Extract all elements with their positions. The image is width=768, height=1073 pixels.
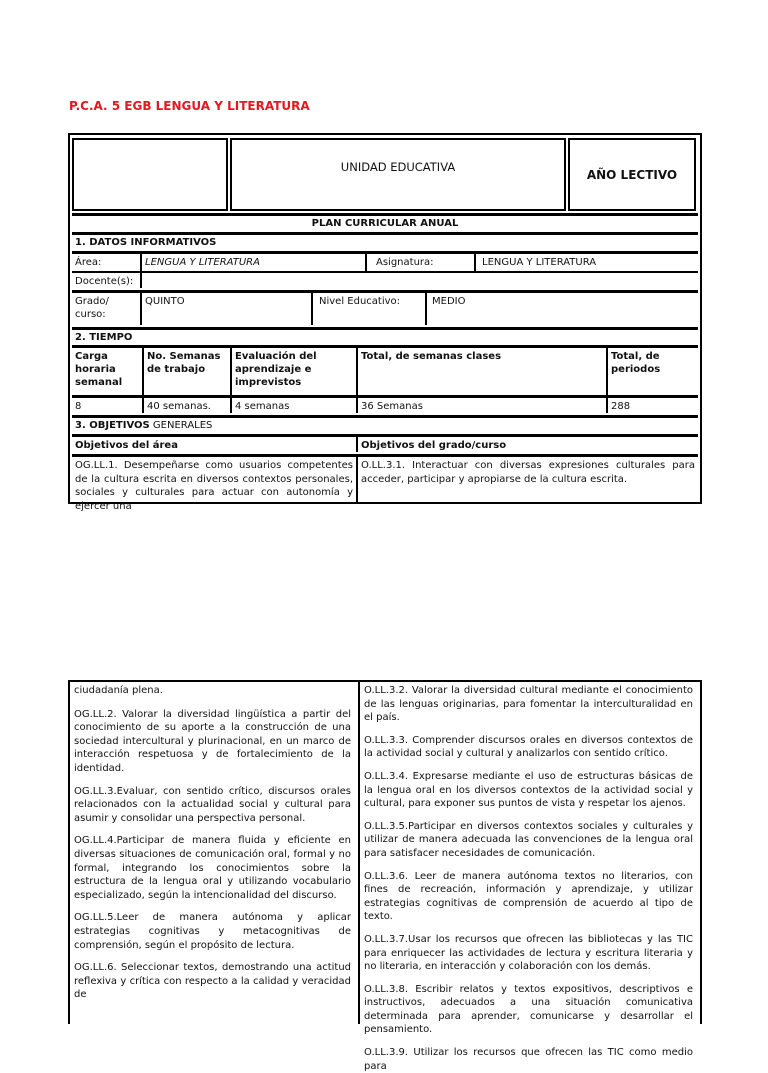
grade-label-line-2: curso: <box>75 309 106 320</box>
area-objective: OG.LL.2. Valorar la diversidad lingüística a partir del conocimiento de su aporte a la construcción de una sociedad intercultural y plurinacional, en un marco de interacción respetuosa y de fortalecimiento de la identidad. <box>74 708 351 774</box>
objectives-continued-table <box>68 680 702 1072</box>
objectives-grade-header: Objetivos del grado/curso <box>356 437 698 452</box>
objectives-first-row <box>72 454 698 512</box>
area-objective: OG.LL.6. Seleccionar textos, demostrando una actitud reflexiva y crítica con respecto a la calidad y veracidad de <box>74 962 351 1001</box>
grade-objective: O.LL.3.8. Escribir relatos y textos expositivos, descriptivos e instructivos, adecuados a una situación comunicativa determinada para aprender, comunicarse y desarrollar el pensamiento. <box>364 983 693 1036</box>
subject-label: Asignatura: <box>365 254 474 271</box>
teacher-row <box>72 271 698 288</box>
value-carga: 8 <box>75 401 82 412</box>
grade-label <box>72 293 140 325</box>
level-label: Nivel Educativo: <box>311 293 425 325</box>
grade-objective: O.LL.3.3. Comprender discursos orales en diversos contextos de la actividad social y cultural y analizarlos con sentido crítico. <box>364 734 693 760</box>
section-1-title: 1. DATOS INFORMATIVOS <box>75 237 217 248</box>
value-total-semanas: 36 Semanas <box>356 398 606 413</box>
grade-row <box>72 290 698 325</box>
header-carga: Carga horaria semanal <box>75 351 123 388</box>
area-objective: OG.LL.3.Evaluar, con sentido crítico, discursos orales relacionados con la actualidad social y cultural para asumir y consolidar una perspectiva personal. <box>74 785 351 824</box>
area-value: LENGUA Y LITERATURA <box>140 254 365 271</box>
objective-grade-o-ll-3-1: O.LL.3.1. Interactuar con diversas expresiones culturales para acceder, participar y apropiarse de la cultura escrita. <box>356 457 698 502</box>
document-title: P.C.A. 5 EGB LENGUA Y LITERATURA <box>69 99 310 113</box>
value-semanas: 40 semanas. <box>142 398 230 413</box>
section-3-title-bold: 3. OBJETIVOS <box>75 420 150 431</box>
plan-table <box>68 133 702 512</box>
teacher-label: Docente(s): <box>75 276 134 287</box>
objectives-area-header: Objetivos del área <box>75 440 178 451</box>
area-label: Área: <box>75 257 102 268</box>
school-year-cell: AÑO LECTIVO <box>568 138 696 211</box>
institution-cell: UNIDAD EDUCATIVA <box>230 138 566 211</box>
level-value: MEDIO <box>425 293 698 325</box>
grade-objectives-column <box>358 682 696 1072</box>
section-2-title-row <box>72 327 698 345</box>
section-3-title <box>72 418 698 433</box>
grade-objective: O.LL.3.5.Participar en diversos contextos sociales y culturales y utilizar de manera adecuada las convenciones de la lengua oral para satisfacer necesidades de comunicación. <box>364 820 693 859</box>
teacher-value <box>140 273 698 288</box>
section-3-title-rest: GENERALES <box>149 420 213 431</box>
value-total-periodos: 288 <box>606 398 698 413</box>
area-row <box>72 251 698 271</box>
logo-cell <box>72 138 228 211</box>
section-1-title-row <box>72 232 698 249</box>
objectives-header-row <box>72 434 698 452</box>
area-objective: OG.LL.5.Leer de manera autónoma y aplicar estrategias cognitivas y metacognitivas de comprensión, según el propósito de lectura. <box>74 912 351 951</box>
header-evaluacion: Evaluación del aprendizaje e imprevistos <box>230 348 356 395</box>
plan-title: PLAN CURRICULAR ANUAL <box>311 218 459 229</box>
time-header-row <box>72 345 698 395</box>
grade-objective: O.LL.3.7.Usar los recursos que ofrecen las bibliotecas y las TIC para enriquecer las actividades de lectura y escritura literaria y no literaria, en interacción y colaboración con los demás. <box>364 933 693 973</box>
value-evaluacion: 4 semanas <box>230 398 356 413</box>
section-2-title: 2. TIEMPO <box>75 332 133 343</box>
area-objective: ciudadanía plena. <box>74 685 163 696</box>
header-total-periodos: Total, de periodos <box>606 348 698 395</box>
grade-objective: O.LL.3.9. Utilizar los recursos que ofrecen las TIC como medio para <box>364 1047 693 1072</box>
objective-area-og-ll-1: OG.LL.1. Desempeñarse como usuarios competentes de la cultura escrita en diversos contextos personales, sociales y culturales para actuar con autonomía y ejercer una <box>75 460 353 512</box>
section-3-title-row <box>72 415 698 433</box>
header-row <box>70 135 700 215</box>
header-total-semanas: Total, de semanas clases <box>356 348 606 395</box>
time-values-row <box>72 395 698 413</box>
header-semanas: No. Semanas de trabajo <box>142 348 230 395</box>
area-objectives-column <box>72 682 354 1024</box>
grade-value: QUINTO <box>140 293 311 325</box>
subject-value: LENGUA Y LITERATURA <box>474 254 698 271</box>
grade-objective: O.LL.3.2. Valorar la diversidad cultural mediante el conocimiento de las lenguas originarias, para fomentar la interculturalidad en el país. <box>364 685 693 724</box>
area-objective: OG.LL.4.Participar de manera fluida y eficiente en diversas situaciones de comunicación oral, formal y no formal, integrando los conocimientos sobre la estructura de la lengua oral y utilizando vocabulario especializado, según la intencionalidad del discurso. <box>74 835 351 901</box>
plan-title-row <box>72 213 698 229</box>
grade-label-line-1: Grado/ <box>75 296 109 307</box>
grade-objective: O.LL.3.6. Leer de manera autónoma textos no literarios, con fines de recreación, información y aprendizaje, y utilizar estrategias cognitivas de comprensión de acuerdo al tipo de texto. <box>364 870 693 923</box>
grade-objective: O.LL.3.4. Expresarse mediante el uso de estructuras básicas de la lengua oral en los diversos contextos de la actividad social y cultural, para exponer sus puntos de vista y respetar los ajenos. <box>364 770 693 810</box>
